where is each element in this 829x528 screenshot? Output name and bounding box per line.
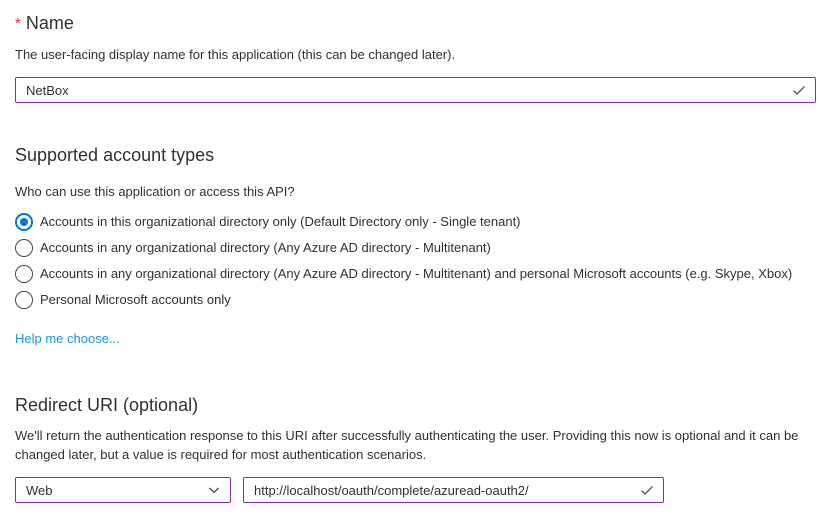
radio-dot xyxy=(20,218,28,226)
radio-unselected-icon[interactable] xyxy=(15,265,33,283)
radio-dot xyxy=(20,244,28,252)
account-type-option[interactable] xyxy=(15,287,815,313)
redirect-uri-description: We'll return the authentication response to this URI after successfully authenticating the user. Providing this now is optional and it can be changed later, but a value is required for most authentication scenarios. xyxy=(15,428,799,462)
required-asterisk: * xyxy=(15,15,21,32)
app-registration-form xyxy=(0,12,829,503)
radio-unselected-icon[interactable] xyxy=(15,239,33,257)
account-type-option-label: Accounts in any organizational directory (Any Azure AD directory - Multitenant) xyxy=(40,240,491,255)
name-field-container xyxy=(15,77,816,103)
chevron-down-icon xyxy=(207,483,221,497)
account-type-option-label: Accounts in this organizational directory only (Default Directory only - Single tenant) xyxy=(40,214,521,229)
radio-dot xyxy=(20,296,28,304)
name-section-title xyxy=(15,12,815,35)
account-type-options xyxy=(15,209,815,313)
help-me-choose-link[interactable]: Help me choose... xyxy=(15,331,120,346)
name-description: The user-facing display name for this application (this can be changed later). xyxy=(15,47,456,62)
redirect-uri-input[interactable] xyxy=(244,478,639,502)
radio-selected-icon[interactable] xyxy=(15,213,33,231)
valid-checkmark-icon xyxy=(791,82,807,98)
redirect-uri-title: Redirect URI (optional) xyxy=(15,395,199,415)
name-input[interactable] xyxy=(16,78,791,102)
account-type-option-label: Accounts in any organizational directory (Any Azure AD directory - Multitenant) and personal Microsoft accounts (e.g. Skype, Xbox) xyxy=(40,266,793,281)
name-title-text: Name xyxy=(25,13,74,33)
redirect-uri-row xyxy=(15,477,815,503)
account-type-option[interactable] xyxy=(15,261,815,287)
platform-select[interactable] xyxy=(15,477,231,503)
account-types-title: Supported account types xyxy=(15,145,215,165)
account-type-option[interactable] xyxy=(15,235,815,261)
valid-checkmark-icon xyxy=(639,482,655,498)
account-type-option[interactable] xyxy=(15,209,815,235)
radio-dot xyxy=(20,270,28,278)
platform-select-value: Web xyxy=(26,482,53,498)
redirect-uri-field-container xyxy=(243,477,664,503)
account-types-question: Who can use this application or access this API? xyxy=(15,184,295,199)
radio-unselected-icon[interactable] xyxy=(15,291,33,309)
account-type-option-label: Personal Microsoft accounts only xyxy=(40,292,231,307)
